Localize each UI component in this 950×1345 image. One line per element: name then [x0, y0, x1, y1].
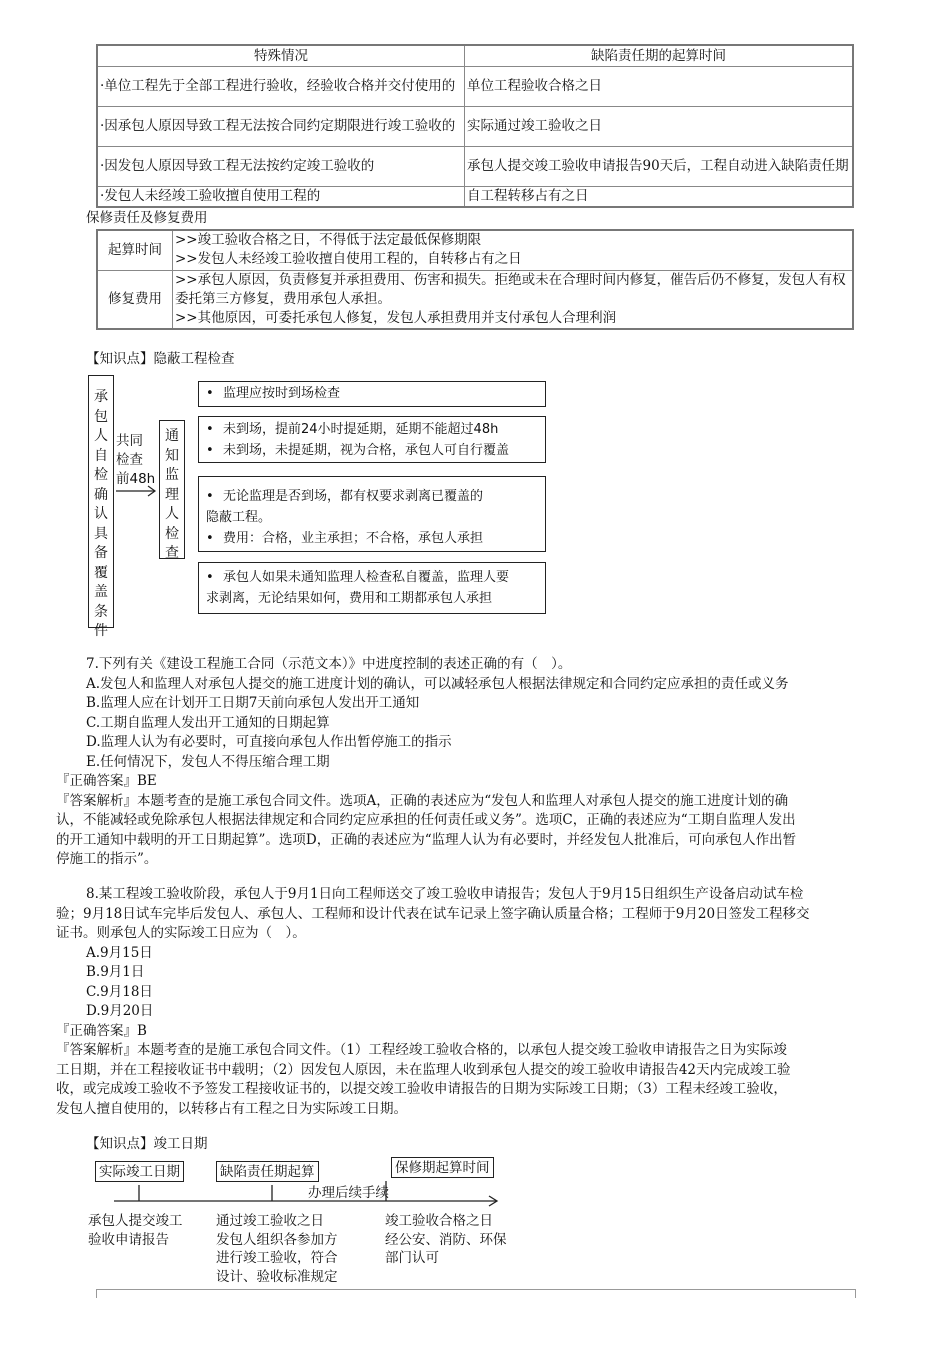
bullet-item: • 无论监理是否到场，都有权要求剥离已覆盖的	[199, 486, 545, 507]
defect-period-label: 缺陷责任期起算	[216, 1161, 319, 1182]
case-cell: ·发包人未经竣工验收擅自使用工程的	[97, 187, 465, 208]
warranty-table	[96, 229, 854, 330]
arrow-label	[116, 432, 155, 489]
analysis-line: 收，或完成竣工验收不予签发工程接收证书的，以提交竣工验收申请报告的日期为实际竣工日期；（3）工程未经竣工验收，	[56, 1081, 787, 1097]
analysis-line: 『答案解析』本题考查的是施工承包合同文件。选项A，正确的表述应为“发包人和监理人对承包人提交的施工进度计划的确	[56, 792, 789, 809]
bullet-item: • 未到场，提前24小时提延期，延期不能超过48h	[199, 419, 545, 440]
note-line: 承包人提交竣工	[88, 1213, 183, 1229]
note-line: 竣工验收合格之日	[385, 1213, 493, 1229]
analysis-line: 停施工的指示”。	[56, 851, 158, 867]
start-cell: 单位工程验收合格之日	[465, 67, 854, 107]
vertical-char: 理	[165, 486, 179, 503]
rule-box-4	[198, 562, 546, 614]
option: A.发包人和监理人对承包人提交的施工进度计划的确认，可以减轻承包人根据法律规定和合同约定应承担的责任或义务	[86, 675, 789, 692]
bullet-item: • 费用：合格，业主承担；不合格，承包人承担	[199, 528, 545, 549]
note-line: 设计、验收标准规定	[216, 1268, 338, 1285]
warranty-start-label: 保修期起算时间	[391, 1157, 494, 1178]
vertical-char: 检	[165, 525, 179, 542]
vertical-text	[160, 427, 184, 564]
header-cell: 特殊情况	[97, 45, 465, 67]
option: C.9月18日	[86, 983, 153, 1000]
right-arrow-icon	[114, 484, 160, 498]
note-line: 进行竣工验收，符合	[216, 1250, 338, 1266]
note-line: 部门认可	[385, 1250, 439, 1266]
vertical-char: 盖	[94, 584, 108, 600]
table-row	[97, 187, 853, 208]
table-row	[97, 107, 853, 147]
content-line: >>竣工验收合格之日，不得低于法定最低保修期限	[175, 232, 482, 249]
timeline-axis	[110, 1180, 505, 1210]
rule-box-3	[198, 476, 546, 552]
question-stem: 8.某工程竣工验收阶段，承包人于9月1日向工程师送交了竣工验收申请报告；发包人于9月15日组织生产设备启动试车检	[86, 886, 804, 902]
actual-completion-label: 实际竣工日期	[95, 1161, 184, 1182]
content-line: >>其他原因，可委托承包人修复，发包人承担费用并支付承包人合理利润	[175, 309, 617, 326]
table-row	[97, 147, 853, 187]
analysis-line: 的开工通知中载明的开工日期起算”。选项D，正确的表述应为“监理人认为有必要时，并经发包人批准后，可向承包人作出暂	[56, 831, 797, 848]
timeline-note-1	[88, 1212, 183, 1249]
defect-liability-table	[96, 44, 854, 208]
follow-up-label: 办理后续手续	[308, 1185, 389, 1201]
vertical-char: 件	[94, 623, 108, 639]
table-row	[97, 270, 853, 329]
vertical-char: 人	[94, 428, 108, 444]
rule-box-1	[198, 381, 546, 407]
analysis-line: 『答案解析』本题考查的是施工承包合同文件。（1）工程经竣工验收合格的，以承包人提交竣工验收申请报告之日为实际竣	[56, 1042, 787, 1058]
content-line: >>发包人未经竣工验收擅自使用工程的，自转移占有之日	[175, 251, 522, 268]
vertical-char: 覆	[94, 564, 108, 581]
case-cell: ·因承包人原因导致工程无法按合同约定期限进行竣工验收的	[97, 107, 465, 147]
vertical-char: 备	[94, 545, 108, 561]
arrow-label-line: 共同	[116, 433, 143, 449]
notify-supervisor-box	[159, 420, 185, 559]
note-line: 验收申请报告	[88, 1231, 169, 1248]
arrow-label-line: 前48h	[116, 471, 156, 487]
timeline-note-2	[216, 1212, 338, 1286]
vertical-char: 自	[94, 447, 108, 464]
correct-answer: 『正确答案』BE	[56, 773, 157, 789]
vertical-char: 认	[94, 506, 108, 522]
row-content	[173, 230, 854, 270]
bullet-continuation: 隐蔽工程。	[206, 510, 272, 525]
table-row	[97, 230, 853, 270]
table-header-row	[97, 45, 853, 67]
vertical-char: 监	[165, 467, 179, 483]
row-label: 起算时间	[97, 230, 173, 270]
vertical-char: 知	[165, 447, 179, 464]
arrow-label-line: 检查	[116, 452, 143, 468]
note-line: 通过竣工验收之日	[216, 1213, 324, 1229]
question-7	[56, 655, 896, 870]
bullet-item: • 监理应按时到场检查	[199, 382, 545, 406]
vertical-char: 具	[94, 525, 108, 542]
question-stem: 证书。则承包人的实际竣工日应为（ ）。	[56, 925, 306, 941]
vertical-char: 确	[94, 486, 108, 503]
note-line: 发包人组织各参加方	[216, 1231, 338, 1248]
bullet-item: • 承包人如果未通知监理人检查私自覆盖，监理人要	[199, 567, 545, 588]
bullet-continuation: 求剥离，无论结果如何，费用和工期都承包人承担	[206, 591, 493, 606]
option: A.9月15日	[86, 944, 153, 961]
analysis-line: 发包人擅自使用的，以转移占有工程之日为实际竣工日期。	[56, 1100, 407, 1117]
start-cell: 自工程转移占有之日	[465, 187, 854, 208]
hidden-works-title: 【知识点】隐蔽工程检查	[86, 351, 235, 367]
option: B.9月1日	[86, 964, 145, 980]
row-content	[173, 270, 854, 329]
vertical-char: 包	[94, 408, 108, 425]
warranty-title: 保修责任及修复费用	[86, 210, 208, 226]
vertical-char: 承	[94, 389, 108, 405]
option: D.监理人认为有必要时，可直接向承包人作出暂停施工的指示	[86, 734, 452, 750]
option: B.监理人应在计划开工日期7天前向承包人发出开工通知	[86, 695, 420, 711]
start-cell: 实际通过竣工验收之日	[465, 107, 854, 147]
note-line: 经公安、消防、环保	[385, 1231, 507, 1248]
option: D.9月20日	[86, 1003, 154, 1019]
question-8	[56, 885, 896, 1119]
row-label: 修复费用	[97, 270, 173, 329]
content-line: >>承包人原因，负责修复并承担费用、伤害和损失。拒绝或未在合理时间内修复，催告后仍不修复，发包人有权委托第三方修复，费用承包人承担。	[175, 271, 846, 307]
timeline-note-3	[385, 1212, 507, 1268]
question-stem: 7.下列有关《建设工程施工合同（示范文本）》中进度控制的表述正确的有（ ）。	[86, 656, 572, 672]
question-stem: 验；9月18日试车完毕后发包人、承包人、工程师和设计代表在试车记录上签字确认质量合格；工程师于9月20日签发工程移交	[56, 905, 810, 922]
start-cell: 承包人提交竣工验收申请报告90天后，工程自动进入缺陷责任期	[465, 147, 854, 187]
vertical-char: 检	[94, 467, 108, 483]
vertical-char: 查	[165, 545, 179, 561]
completion-title: 【知识点】竣工日期	[86, 1136, 208, 1152]
vertical-char: 人	[165, 506, 179, 522]
analysis-line: 工日期，并在工程接收证书中载明；（2）因发包人原因，未在监理人收到承包人提交的竣工验收申请报告42天内完成竣工验	[56, 1061, 791, 1078]
option: E.任何情况下，发包人不得压缩合理工期	[86, 753, 330, 770]
correct-answer: 『正确答案』B	[56, 1022, 147, 1039]
page-divider	[96, 1289, 856, 1298]
rule-box-2	[198, 416, 546, 463]
header-cell: 缺陷责任期的起算时间	[465, 45, 854, 67]
case-cell: ·因发包人原因导致工程无法按约定竣工验收的	[97, 147, 465, 187]
bullet-item: • 未到场，未提延期，视为合格，承包人可自行覆盖	[199, 440, 545, 461]
vertical-char: 通	[165, 428, 179, 444]
case-cell: ·单位工程先于全部工程进行验收，经验收合格并交付使用的	[97, 67, 465, 107]
analysis-line: 认，不能减轻或免除承包人根据法律规定和合同约定应承担的任何责任或义务”。选项C，正确的表述应为“工期自监理人发出	[56, 812, 796, 828]
option: C.工期自监理人发出开工通知的日期起算	[86, 714, 330, 731]
contractor-self-check-box	[88, 375, 114, 639]
vertical-text	[89, 388, 113, 642]
table-row	[97, 67, 853, 107]
vertical-char: 条	[94, 603, 108, 620]
